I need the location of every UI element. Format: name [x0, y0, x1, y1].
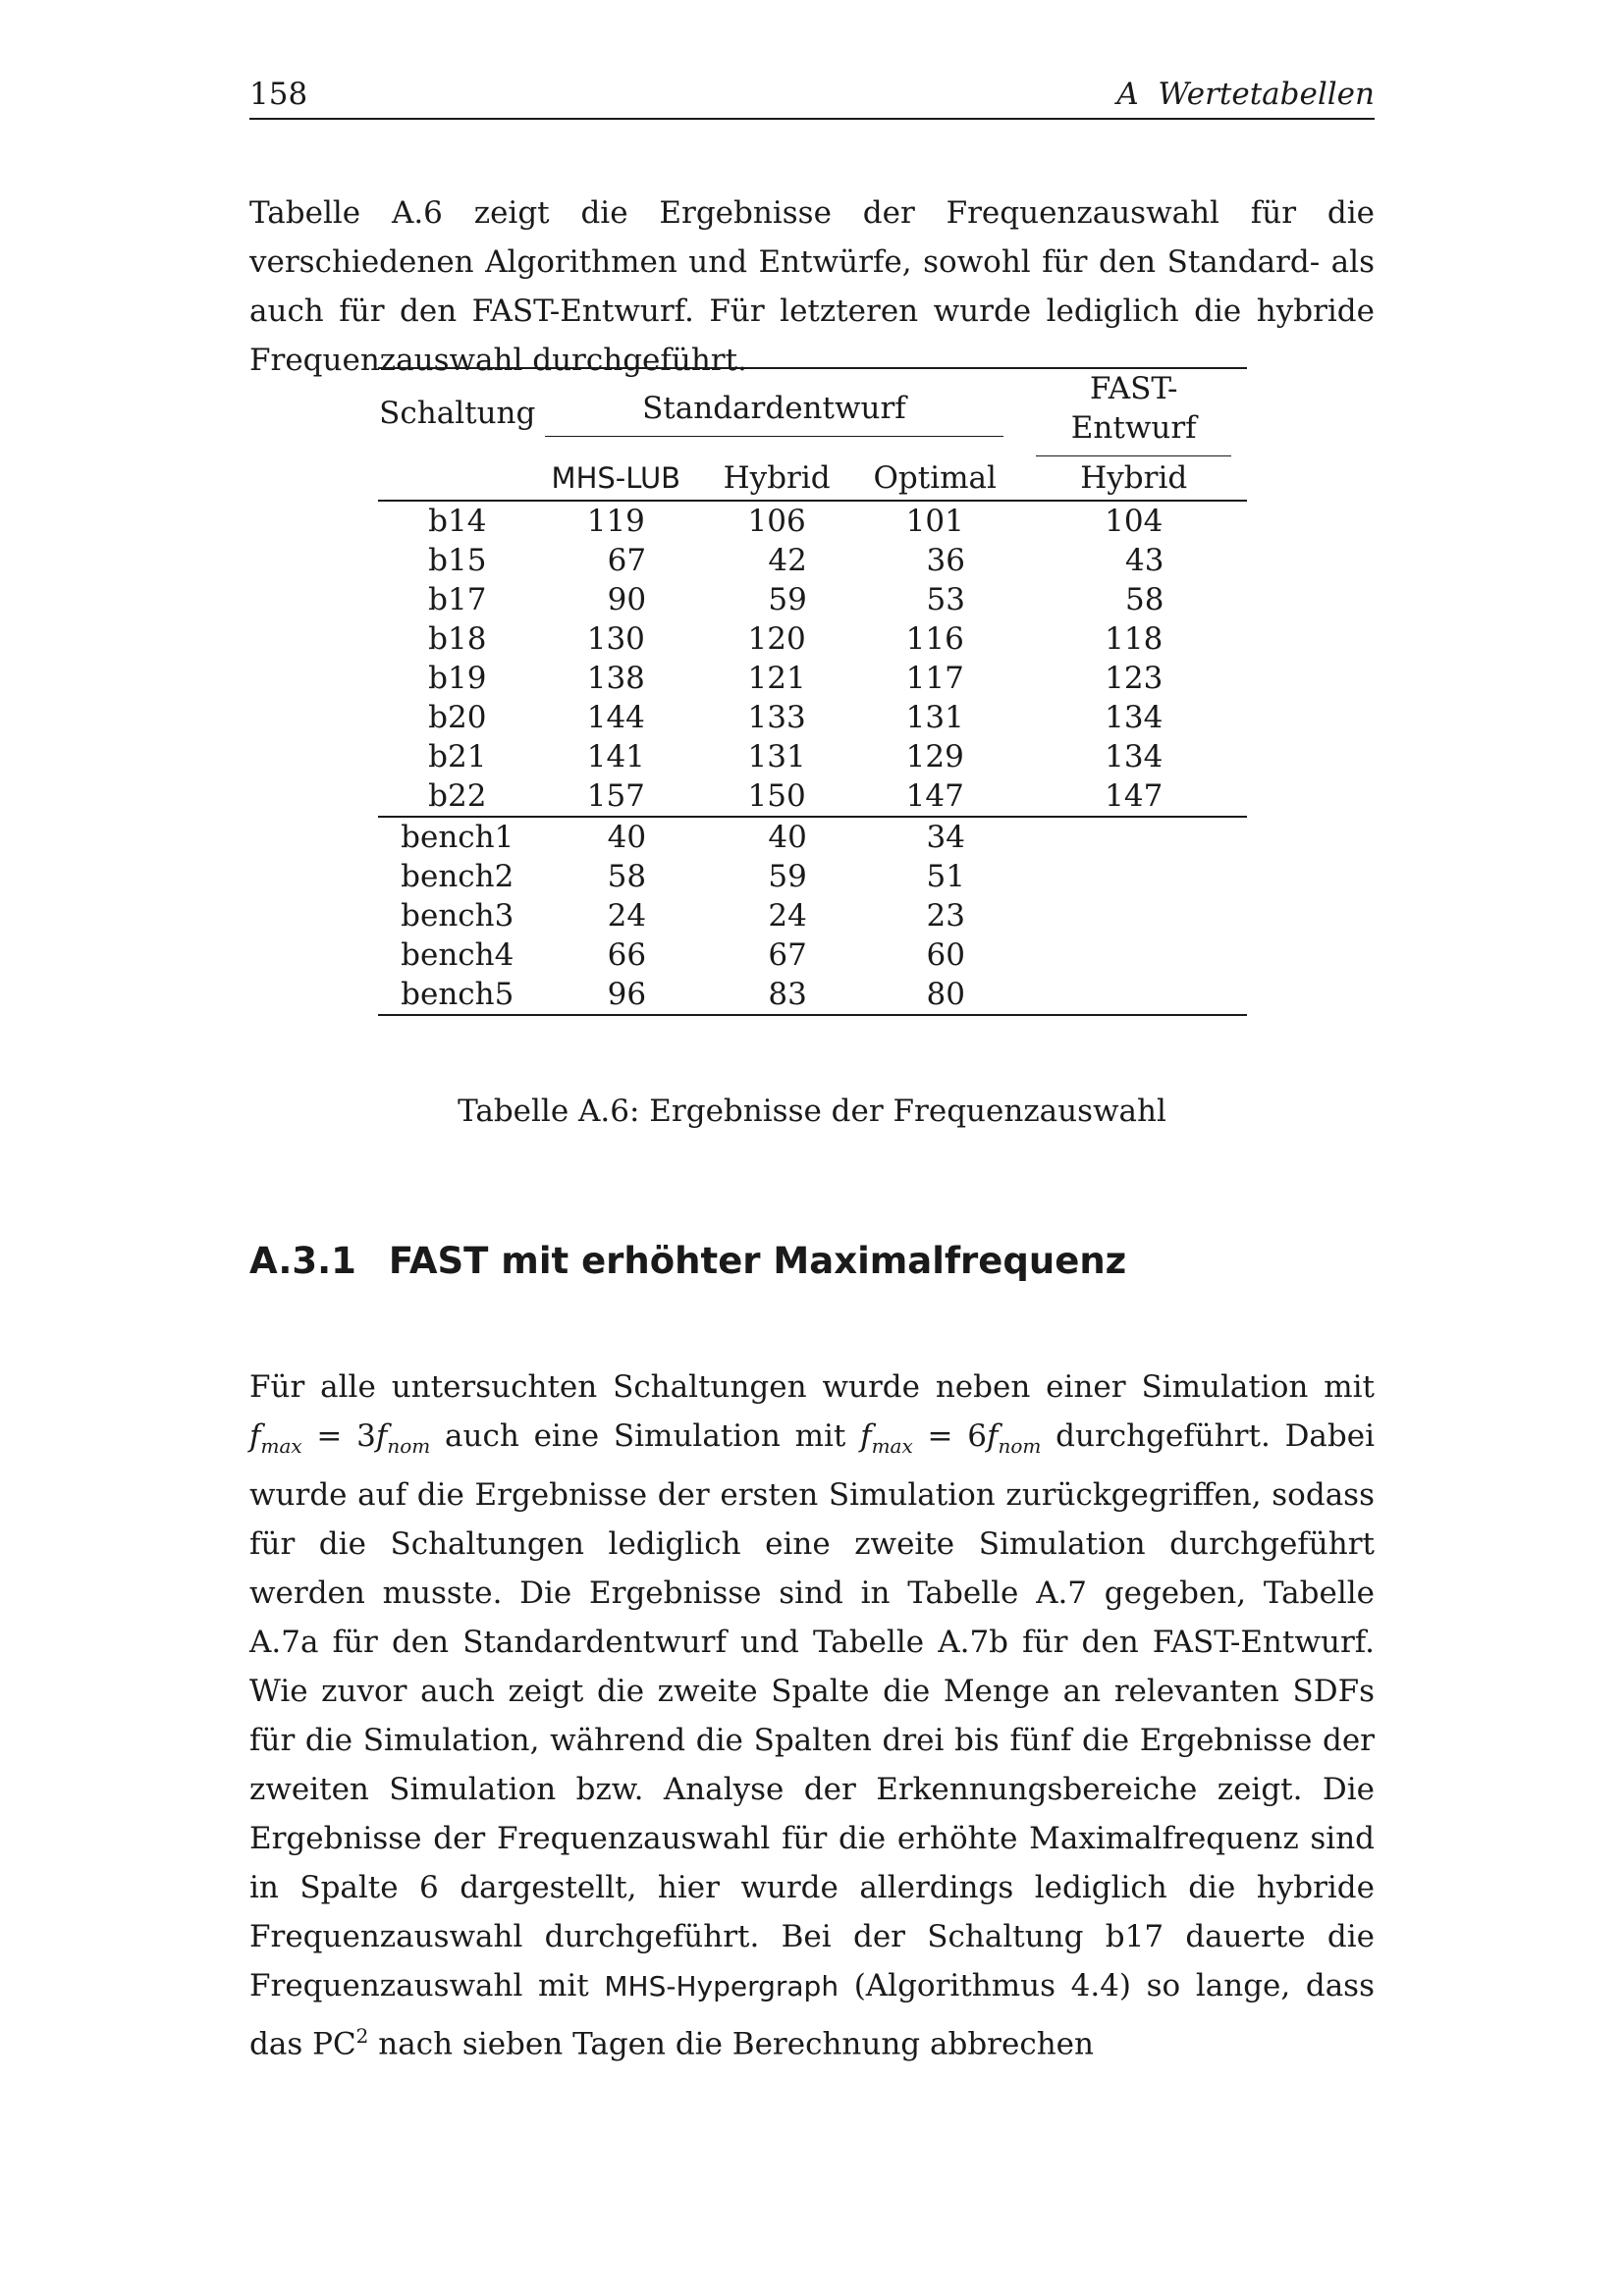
header-group-standard: [537, 368, 1012, 456]
row-name: bench4: [401, 937, 514, 973]
cell-mhs: 138: [586, 661, 645, 696]
body-paragraph: [249, 1362, 1375, 2069]
standard-group-label: Standardentwurf: [545, 389, 1004, 437]
header-hybrid: Hybrid: [723, 460, 831, 496]
cell-mhs: 67: [607, 543, 647, 578]
math-var: f: [987, 1418, 999, 1454]
cell-fast: 58: [1125, 582, 1164, 617]
section-title: FAST mit erhöhter Maximalfrequenz: [388, 1240, 1127, 1282]
cell-hybrid: 120: [747, 621, 806, 657]
table-row: [378, 698, 1247, 737]
table-row: [378, 659, 1247, 698]
math-subscript: nom: [387, 1434, 431, 1459]
row-name: b22: [428, 778, 487, 814]
row-name: b19: [428, 661, 487, 696]
row-name: b14: [428, 504, 487, 539]
cell-optimal: 80: [926, 977, 965, 1012]
row-name: bench1: [401, 820, 514, 855]
algorithm-name: MHS-Hypergraph: [604, 1970, 839, 2003]
cell-mhs: 90: [607, 582, 647, 617]
header-fast-hybrid: Hybrid: [1080, 460, 1188, 496]
row-name: b17: [428, 582, 487, 617]
body-text-run: auch eine Simulation mit: [430, 1418, 861, 1454]
table-row: [378, 857, 1247, 896]
cell-optimal: 34: [926, 820, 965, 855]
cell-fast: 118: [1105, 621, 1164, 657]
cell-hybrid: 59: [768, 859, 807, 894]
math-subscript: max: [871, 1434, 913, 1459]
table-row: [378, 619, 1247, 659]
math-var: f: [249, 1418, 261, 1454]
math-operator: = 3: [301, 1418, 376, 1454]
cell-mhs: 130: [586, 621, 645, 657]
page-number: 158: [249, 77, 308, 112]
cell-mhs: 144: [586, 700, 645, 735]
cell-hybrid: 24: [768, 898, 807, 934]
cell-optimal: 23: [926, 898, 965, 934]
body-text-run: durchgeführt. Dabei wurde auf die Ergebnisse der ersten Simulation zurückgegriffen, sodass für die Schaltungen lediglich eine zweite Simulation durchgeführt werden musste. Die Ergebnisse sind in Tabelle A.7 gegeben, Tabelle A.7a für den Standardentwurf und Tabelle A.7b für den FAST-Entwurf. Wie zuvor auch zeigt die zweite Spalte die Menge an relevanten SDFs für die Simulation, während die Spalten drei bis fünf die Ergebnisse der zweiten Simulation bzw. Analyse der Erkennungsbereiche zeigt. Die Ergebnisse der Frequenzauswahl für die erhöhte Maximalfrequenz sind in Spalte 6 dargestellt, hier wurde allerdings lediglich die hybride Frequenzauswahl durchgeführt. Bei der Schaltung b17 dauerte die Frequenzauswahl mit: [249, 1418, 1376, 2004]
math-fmax: [249, 1418, 302, 1459]
row-name: bench5: [401, 977, 514, 1012]
section-heading: [249, 1239, 1375, 1284]
cell-hybrid: 83: [768, 977, 807, 1012]
cell-hybrid: 133: [747, 700, 806, 735]
cell-mhs: 24: [607, 898, 647, 934]
cell-hybrid: 42: [768, 543, 807, 578]
body-text-run: (Algorithmus 4.4) so lange, dass das PC: [249, 1968, 1375, 2062]
cell-optimal: 131: [905, 700, 964, 735]
cell-mhs: 40: [607, 820, 647, 855]
intro-paragraph: Tabelle A.6 zeigt die Ergebnisse der Frequenzauswahl für die verschiedenen Algorithmen und Entwürfe, sowohl für den Standard- als auch für den FAST-Entwurf. Für letzteren wurde lediglich die hybride Frequenzauswahl durchgeführt.: [249, 195, 1375, 378]
header-group-fast: [1036, 368, 1247, 456]
row-name: b15: [428, 543, 487, 578]
cell-optimal: 60: [926, 937, 965, 973]
running-chapter-title: A Wertetabellen: [1116, 77, 1375, 112]
cell-hybrid: 59: [768, 582, 807, 617]
header-schaltung: Schaltung: [379, 395, 536, 431]
cell-hybrid: 121: [747, 661, 806, 696]
cell-fast: 123: [1105, 661, 1164, 696]
table-row: [378, 501, 1247, 541]
table-row: [378, 975, 1247, 1015]
cell-mhs: 66: [607, 937, 647, 973]
cell-mhs: 96: [607, 977, 647, 1012]
cell-fast: 134: [1105, 700, 1164, 735]
cell-mhs: 58: [607, 859, 647, 894]
math-fnom: [375, 1418, 431, 1459]
row-name: bench2: [401, 859, 514, 894]
section-number: A.3.1: [249, 1240, 356, 1282]
body-text-run: nach sieben Tagen die Berechnung abbrechen: [368, 2026, 1094, 2062]
cell-fast: 134: [1105, 739, 1164, 774]
table-caption: Tabelle A.6: Ergebnisse der Frequenzauswahl: [458, 1094, 1166, 1129]
math-fmax: [860, 1418, 913, 1459]
math-subscript: max: [260, 1434, 302, 1459]
cell-optimal: 36: [926, 543, 965, 578]
cell-optimal: 129: [905, 739, 964, 774]
row-name: bench3: [401, 898, 514, 934]
math-subscript: nom: [998, 1434, 1042, 1459]
header-rule: [249, 118, 1375, 120]
cell-optimal: 117: [905, 661, 964, 696]
table-row: [378, 896, 1247, 935]
table-row: [378, 776, 1247, 817]
math-fnom: [987, 1418, 1042, 1459]
table-row: [378, 817, 1247, 857]
cell-optimal: 53: [926, 582, 965, 617]
math-var: f: [860, 1418, 872, 1454]
cell-hybrid: 106: [747, 504, 806, 539]
superscript: 2: [355, 2024, 369, 2049]
cell-fast: 104: [1105, 504, 1164, 539]
table-row: [378, 541, 1247, 580]
fast-group-label: FAST-Entwurf: [1036, 369, 1231, 456]
row-name: b20: [428, 700, 487, 735]
row-name: b18: [428, 621, 487, 657]
table-row: [378, 737, 1247, 776]
table-row: [378, 580, 1247, 619]
header-optimal: Optimal: [873, 460, 997, 496]
cell-hybrid: 40: [768, 820, 807, 855]
math-var: f: [375, 1418, 388, 1454]
table-row: [378, 935, 1247, 975]
cell-mhs: 119: [586, 504, 645, 539]
header-mhs-lub: MHS-LUB: [551, 461, 681, 495]
math-operator: = 6: [912, 1418, 987, 1454]
cell-mhs: 157: [586, 778, 645, 814]
cell-hybrid: 67: [768, 937, 807, 973]
cell-optimal: 101: [905, 504, 964, 539]
cell-optimal: 147: [905, 778, 964, 814]
cell-optimal: 116: [905, 621, 964, 657]
body-text-run: Für alle untersuchten Schaltungen wurde neben einer Simulation mit: [249, 1369, 1375, 1405]
cell-hybrid: 150: [747, 778, 806, 814]
cell-fast: 43: [1125, 543, 1164, 578]
cell-fast: 147: [1105, 778, 1164, 814]
row-name: b21: [428, 739, 487, 774]
cell-mhs: 141: [586, 739, 645, 774]
results-table: [378, 367, 1247, 1016]
cell-hybrid: 131: [747, 739, 806, 774]
cell-optimal: 51: [926, 859, 965, 894]
